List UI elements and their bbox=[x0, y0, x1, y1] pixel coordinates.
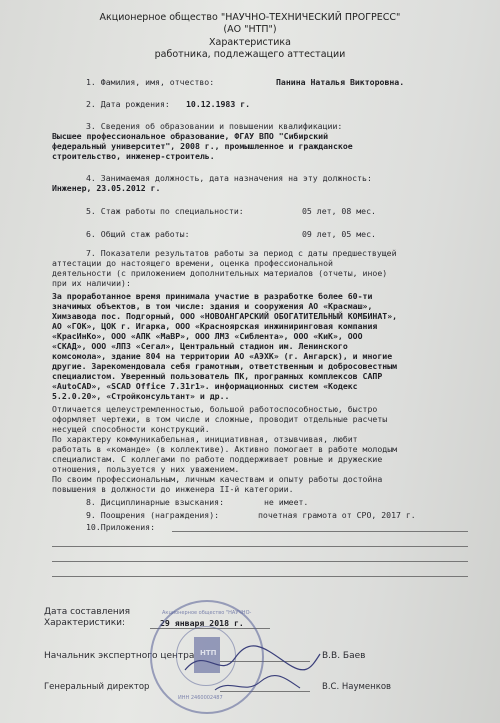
seal-center-text: НТП bbox=[200, 649, 217, 657]
appendix-line bbox=[172, 531, 468, 532]
expert-label: Начальник экспертного центра bbox=[44, 651, 195, 661]
name-value: Панина Наталья Викторовна. bbox=[276, 77, 405, 87]
results-line: повышения в должности до инженера II-й категории. bbox=[52, 484, 294, 494]
results-heading-3: деятельности (с приложением дополнительных материалов (отчеты, иное) bbox=[52, 268, 388, 278]
results-line: За проработанное время принимала участие в разработке более 60-ти bbox=[52, 291, 373, 301]
appendix-line bbox=[52, 546, 468, 547]
results-heading-1: 7. Показатели результатов работы за период с даты предшествущей bbox=[86, 248, 397, 258]
birth-value: 10.12.1983 г. bbox=[186, 99, 251, 109]
results-line: оформляет чертежи, в том числе и сложные, проводит отдельные расчеты bbox=[52, 414, 388, 424]
date-label: Дата составления bbox=[44, 607, 131, 617]
director-name: В.С. Науменков bbox=[322, 682, 392, 692]
education-line-2: федеральный университет", 2008 г., промышленное и гражданское bbox=[52, 141, 353, 151]
results-heading-4: при их наличии): bbox=[52, 278, 131, 288]
document-title: Характеристика bbox=[209, 37, 291, 48]
discipline-value: не имеет. bbox=[264, 497, 309, 507]
results-line: несущей способности конструкций. bbox=[52, 424, 210, 434]
results-line: специалистом. Уверенный пользователь ПК, програмных комплексов САПР bbox=[52, 371, 383, 381]
name-label: 1. Фамилия, имя, отчество: bbox=[86, 77, 215, 87]
awards-label: 9. Поощрения (награждения): bbox=[86, 510, 220, 520]
seal-text-top: Акционерное общество "НАУЧНО- bbox=[162, 610, 252, 616]
org-name: Акционерное общество "НАУЧНО-ТЕХНИЧЕСКИЙ ПРОГРЕСС" bbox=[99, 12, 401, 23]
results-line: другие. Зарекомендовала себя грамотным, ответственным и добросовестным bbox=[52, 361, 398, 371]
results-line: 5.2.0.20», «Стройконсультант» и др.. bbox=[52, 391, 230, 401]
date-label-2: Характеристики: bbox=[44, 618, 126, 628]
birth-label: 2. Дата рождения: bbox=[86, 99, 170, 109]
results-line: Отличается целеустремленностью, большой работоспособностью, быстро bbox=[52, 404, 378, 414]
results-line: По характеру коммуникабельная, инициативная, отзывчивая, любит bbox=[52, 434, 358, 444]
handwritten-signature bbox=[175, 640, 325, 700]
results-line: работать в «команде» (в коллективе). Активно помогает в работе молодым bbox=[52, 444, 398, 454]
results-heading-2: аттестации до настоящего времени, оценка профессиональной bbox=[52, 258, 333, 268]
results-line: специалистам. С коллегами по работе поддерживает ровные и дружеские bbox=[52, 454, 383, 464]
spec-experience-value: 05 лет, 08 мес. bbox=[302, 206, 376, 216]
director-label: Генеральный директор bbox=[44, 682, 150, 692]
results-line: отношения, пользуется у них уважением. bbox=[52, 464, 240, 474]
results-line: АО «ГОК», ЦОК г. Игарка, ООО «Красноярская инжиниринговая компания bbox=[52, 321, 378, 331]
results-line: комсомола», здание 804 на территории АО «АЭХК» (г. Ангарск), и многие bbox=[52, 351, 393, 361]
position-heading: 4. Занимаемая должность, дата назначения на эту должность: bbox=[86, 173, 372, 183]
seal-text-bottom: ИНН 2460002487 bbox=[178, 695, 223, 701]
appendix-line bbox=[52, 576, 468, 577]
awards-value: почетная грамота от СРО, 2017 г. bbox=[258, 510, 416, 520]
education-line-1: Высшее профессиональное образование, ФГАУ ВПО "Сибирский bbox=[52, 131, 329, 141]
appendix-line bbox=[52, 561, 468, 562]
total-experience-value: 09 лет, 05 мес. bbox=[302, 229, 376, 239]
org-short-name: (АО "НТП") bbox=[223, 24, 277, 35]
spec-experience-label: 5. Стаж работы по специальности: bbox=[86, 206, 244, 216]
total-experience-label: 6. Общий стаж работы: bbox=[86, 229, 190, 239]
position-value: Инженер, 23.05.2012 г. bbox=[52, 183, 161, 193]
expert-name: В.В. Баев bbox=[322, 651, 366, 661]
document-subtitle: работника, подлежащего аттестации bbox=[154, 49, 346, 60]
education-line-3: строительство, инженер-строитель. bbox=[52, 151, 215, 161]
results-line: «AutoCAD», «SCAD Office 7.31r1». информационных систем «Кодекс bbox=[52, 381, 358, 391]
results-line: Химзавода пос. Подгорный, ООО «НОВОАНГАРСКИЙ ОБОГАТИТЕЛЬНЫЙ КОМБИНАТ», bbox=[52, 311, 398, 321]
results-line: «СКАД», ООО «ЛПЗ «Сегал», Центральный стадион им. Ленинского bbox=[52, 341, 348, 351]
education-heading: 3. Сведения об образовании и повышении квалификации: bbox=[86, 121, 343, 131]
results-line: значимых объектов, в том числе: здания и сооружения АО «Красмаш», bbox=[52, 301, 373, 311]
appendix-label: 10.Приложения: bbox=[86, 522, 156, 532]
results-line: «КрасИнКо», ООО «АПК «МаВР», ООО ЛМЗ «Сиблента», ООО «КиК», ООО bbox=[52, 331, 363, 341]
results-line: По своим профессиональным, личным качествам и опыту работы достойна bbox=[52, 474, 383, 484]
date-value: 29 января 2018 г. bbox=[160, 618, 244, 628]
discipline-label: 8. Дисциплинарные взыскания: bbox=[86, 497, 225, 507]
